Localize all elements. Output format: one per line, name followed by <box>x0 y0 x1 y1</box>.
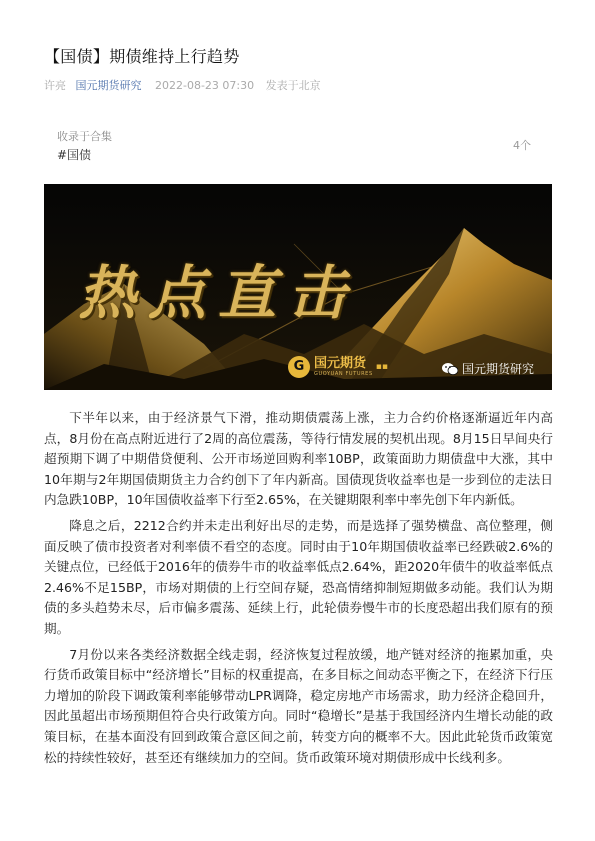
paragraph: 下半年以来，由于经济景气下滑，推动期债震荡上涨，主力合约价格逐渐逼近年内高点，8月份在高点附近进行了2周的高位震荡，等待行情发展的契机出现。8月15日早间央行超预期下调了中期借贷便利、公开市场逆回购利率10BP，政策面助力期债盘中大涨，其中10年期与2年期国债期货主力合约创下了年内新高。国债现货收益率也是一步到位的走法日内急跌10BP，10年国债收益率下行至2.65%，在关键期限利率中率先创下年内新低。 <box>44 410 553 508</box>
article-meta <box>44 77 321 93</box>
wechat-account-name: 国元期货研究 <box>461 362 534 376</box>
banner-image <box>44 184 552 390</box>
brand-logo-icon: G <box>288 356 310 378</box>
collection-label: 收录于合集 <box>57 130 112 143</box>
paragraph: 降息之后，2212合约并未走出利好出尽的走势，而是选择了强势横盘、高位整理，侧面反映了债市投资者对利率债不看空的态度。同时由于10年期国债收益率已经跌破2.6%的关键点位，已经低于2016年的债券牛市的收益率低点2.64%，距2020年债牛的收益率低点2.46%不足15BP，市场对期债的上行空间存疑，恐高情绪抑制短期做多动能。我们认为期债的多头趋势未尽，后市偏多震荡、延续上行，此轮债券慢牛市的长度恐超出我们原有的预期。 <box>44 517 553 636</box>
wechat-icon <box>442 362 458 376</box>
banner-title: 热点直击 <box>78 259 359 327</box>
brand-logo <box>288 356 388 378</box>
paragraph: 7月份以来各类经济数据全线走弱，经济恢复过程放缓，地产链对经济的拖累加重，央行货币政策目标中“经济增长”目标的权重提高，在多目标之间动态平衡之下，在经济下行压力增加的阶段下调政策利率能够带动LPR调降，稳定房地产市场需求，助力经济企稳回升，因此虽超出市场预期但符合央行政策方向。同时“稳增长”是基于我国经济内生增长动能的政策目标，在基本面没有回到政策合意区间之前，转变方向的概率不大。因此此轮货币政策宽松的持续性较好，甚至还有继续加力的空间。货币政策环境对期债形成中长线利多。 <box>44 646 553 765</box>
publish-time: 2022-08-23 07:30 <box>155 79 255 92</box>
article-body <box>44 408 553 773</box>
brand-name-cn: 国元期货 <box>314 356 367 371</box>
collection-tag-link[interactable]: #国债 <box>57 148 92 162</box>
author-name: 许亮 <box>44 79 66 92</box>
collection-count[interactable]: 4个 <box>513 139 531 152</box>
publish-location: 发表于北京 <box>265 79 321 92</box>
source-account-link[interactable]: 国元期货研究 <box>75 79 142 92</box>
brand-name-en: GUOYUAN FUTURES <box>314 371 373 377</box>
wechat-account-label <box>442 360 534 377</box>
brand-dots-icon: ▪▪ <box>375 362 388 372</box>
article-title: 【国债】期债维持上行趋势 <box>44 47 240 66</box>
